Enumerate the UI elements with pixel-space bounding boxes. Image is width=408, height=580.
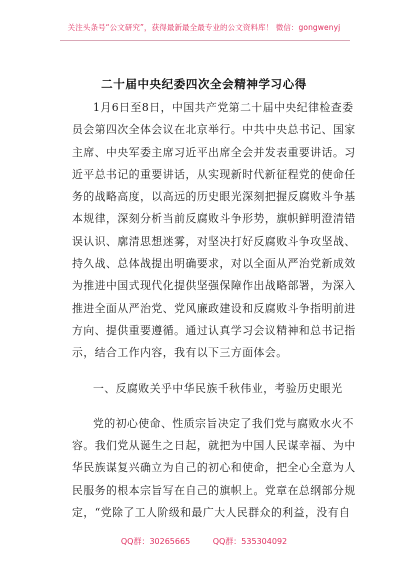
footer-qq-group-1: QQ群：30265665 <box>120 537 191 546</box>
body-line: 员会第四次全体会议在北京举行。中共中央总书记、国家 <box>72 123 356 137</box>
section-heading: 一、反腐败关乎中华民族千秋伟业，考验历史眼光 <box>93 381 343 395</box>
body-line: 示，结合工作内容，我有以下三方面体会。 <box>72 346 288 360</box>
body-line: 定，“党除了工人阶级和最广大人民群众的利益，没有自 <box>72 506 351 520</box>
body-line: 方向、提供重要遵循。通过认真学习会议精神和总书记指 <box>72 323 356 337</box>
body-line: 近平总书记的重要讲话，从实现新时代新征程党的使命任 <box>72 167 356 181</box>
body-line: 本规律，深刻分析当前反腐败斗争形势，旗帜鲜明澄清错 <box>72 212 356 226</box>
header-divider <box>60 40 350 41</box>
body-line: 推进全面从严治党、党风廉政建设和反腐败斗争指明前进 <box>72 301 356 315</box>
footer-contact <box>0 536 408 547</box>
body-line: 华民族谋复兴确立为自己的初心和使命，把全心全意为人 <box>72 461 356 475</box>
body-line: 误认识、廓清思想迷雾，对坚决打好反腐败斗争攻坚战、 <box>72 234 356 248</box>
body-line: 1月6日至8日，中国共产党第二十届中央纪律检查委 <box>93 101 354 114</box>
body-line: 务的战略高度，以高远的历史眼光深刻把握反腐败斗争基 <box>72 190 356 204</box>
document-title: 二十届中央纪委四次全会精神学习心得 <box>101 77 307 91</box>
body-line: 党的初心使命、性质宗旨决定了我们党与腐败水火不 <box>93 416 354 430</box>
footer-qq-group-2: QQ群：535304092 <box>212 537 288 546</box>
top-promo-banner: 关注头条号“公文研究”，获得最新最全最专业的公文资料库！ 微信：gongwenyj <box>67 23 341 32</box>
body-line: 容。我们党从诞生之日起，就把为中国人民谋幸福、为中 <box>72 439 356 453</box>
body-line: 主席、中央军委主席习近平出席全会并发表重要讲话。习 <box>72 145 356 159</box>
body-line: 持久战、总体战提出明确要求，对以全面从严治党新成效 <box>72 257 356 271</box>
body-line: 为推进中国式现代化提供坚强保障作出战略部署，为深入 <box>72 279 356 293</box>
body-line: 民服务的根本宗旨写在自己的旗帜上。党章在总纲部分规 <box>72 483 356 497</box>
document-body <box>72 97 356 524</box>
